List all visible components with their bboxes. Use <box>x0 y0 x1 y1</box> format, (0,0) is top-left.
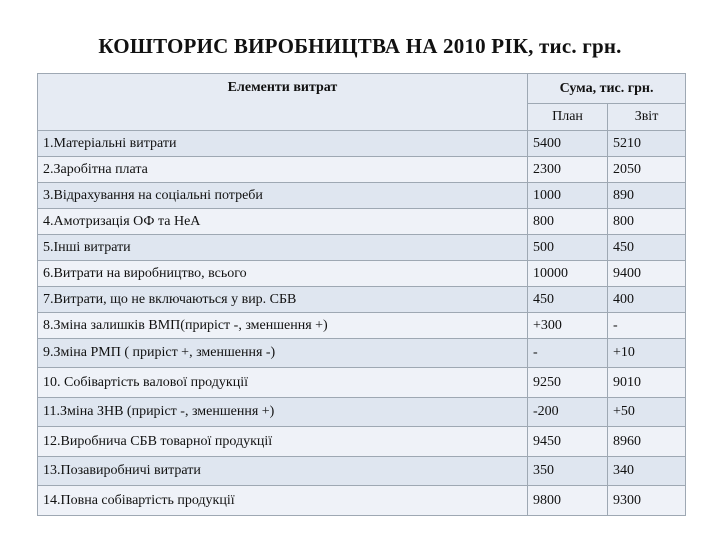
row-plan: 9250 <box>528 368 608 398</box>
row-item: 12.Виробнича СБВ товарної продукції <box>38 427 528 457</box>
row-report: 9010 <box>608 368 686 398</box>
table-row <box>38 235 686 261</box>
row-report: 5210 <box>608 131 686 157</box>
table-row <box>38 427 686 457</box>
table-header-row <box>38 74 686 104</box>
row-item: 13.Позавиробничі витрати <box>38 457 528 486</box>
row-plan: +300 <box>528 313 608 339</box>
row-plan: -200 <box>528 398 608 427</box>
table-row <box>38 287 686 313</box>
row-plan: 350 <box>528 457 608 486</box>
row-report: 400 <box>608 287 686 313</box>
row-plan: 10000 <box>528 261 608 287</box>
row-report: 450 <box>608 235 686 261</box>
row-plan: 1000 <box>528 183 608 209</box>
row-plan: 9450 <box>528 427 608 457</box>
page-title: КОШТОРИС ВИРОБНИЦТВА НА 2010 РІК, тис. грн. <box>98 34 622 58</box>
row-report: 8960 <box>608 427 686 457</box>
table-row <box>38 157 686 183</box>
row-plan: - <box>528 339 608 368</box>
row-plan: 500 <box>528 235 608 261</box>
row-report: +10 <box>608 339 686 368</box>
table-row <box>38 368 686 398</box>
row-report: 9300 <box>608 486 686 516</box>
table-row <box>38 457 686 486</box>
row-report: 890 <box>608 183 686 209</box>
row-item: 5.Інші витрати <box>38 235 528 261</box>
row-plan: 450 <box>528 287 608 313</box>
row-report: 340 <box>608 457 686 486</box>
header-report: Звіт <box>608 104 686 131</box>
table-row <box>38 398 686 427</box>
row-item: 10. Собівартість валової продукції <box>38 368 528 398</box>
table-row <box>38 313 686 339</box>
row-plan: 2300 <box>528 157 608 183</box>
row-item: 6.Витрати на виробництво, всього <box>38 261 528 287</box>
row-plan: 9800 <box>528 486 608 516</box>
row-item: 11.Зміна ЗНВ (приріст -, зменшення +) <box>38 398 528 427</box>
row-report: 2050 <box>608 157 686 183</box>
table-row <box>38 131 686 157</box>
row-item: 3.Відрахування на соціальні потреби <box>38 183 528 209</box>
table-row <box>38 261 686 287</box>
row-item: 8.Зміна залишків ВМП(приріст -, зменшення +) <box>38 313 528 339</box>
table-row <box>38 339 686 368</box>
header-cost-elements: Елементи витрат <box>38 74 528 131</box>
row-item: 9.Зміна РМП ( приріст +, зменшення -) <box>38 339 528 368</box>
row-item: 2.Заробітна плата <box>38 157 528 183</box>
row-plan: 800 <box>528 209 608 235</box>
header-amount: Сума, тис. грн. <box>528 74 686 104</box>
row-item: 4.Амотризація ОФ та НеА <box>38 209 528 235</box>
row-report: 800 <box>608 209 686 235</box>
cost-estimate-table <box>37 73 686 516</box>
table-row <box>38 209 686 235</box>
header-plan: План <box>528 104 608 131</box>
row-item: 14.Повна собівартість продукції <box>38 486 528 516</box>
row-report: 9400 <box>608 261 686 287</box>
table-row <box>38 183 686 209</box>
row-report: +50 <box>608 398 686 427</box>
row-report: - <box>608 313 686 339</box>
table-row <box>38 486 686 516</box>
row-item: 1.Матеріальні витрати <box>38 131 528 157</box>
row-item: 7.Витрати, що не включаються у вир. СБВ <box>38 287 528 313</box>
row-plan: 5400 <box>528 131 608 157</box>
